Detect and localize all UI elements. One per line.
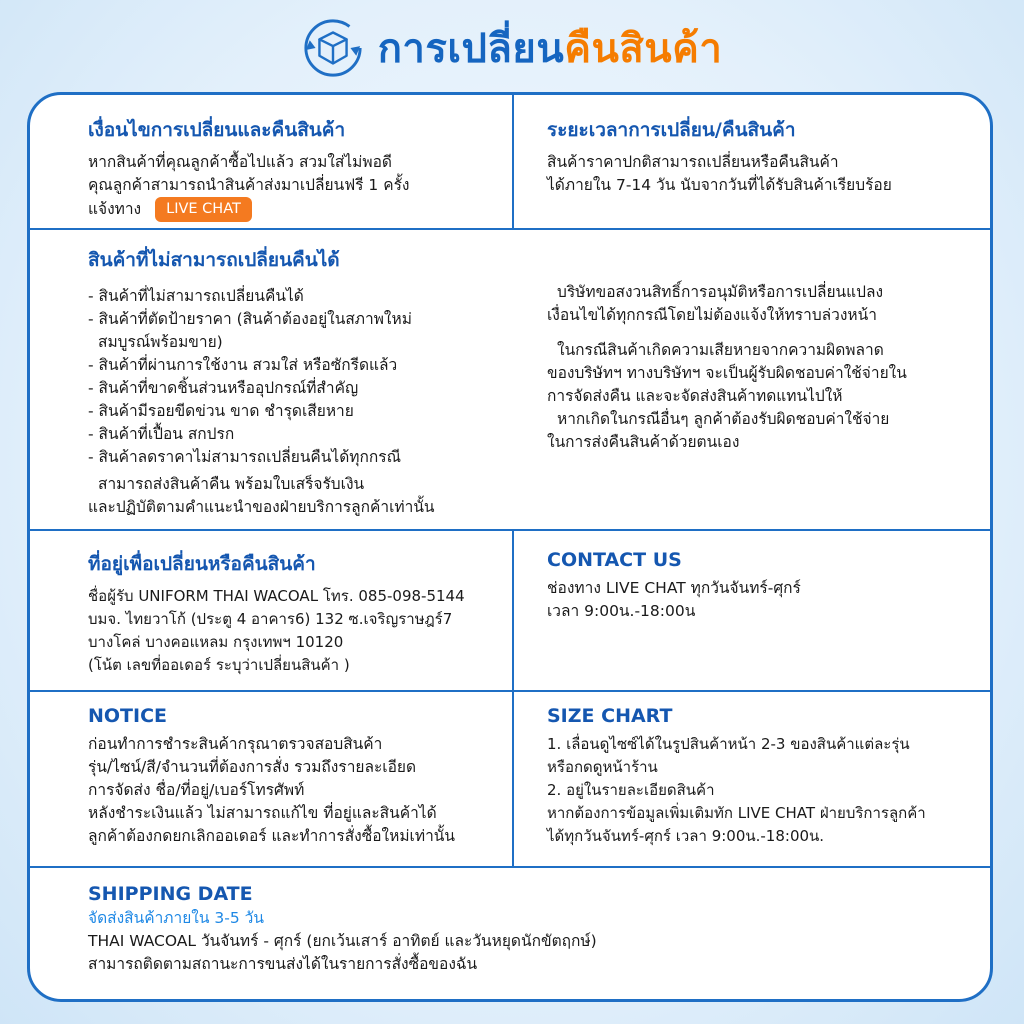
address-title: ที่อยู่เพื่อเปลี่ยนหรือคืนสินค้า (88, 553, 316, 575)
conditions-line: คุณลูกค้าสามารถนำสินค้าส่งมาเปลี่ยนฟรี 1 ครั้ง (88, 176, 410, 194)
divider (512, 95, 514, 228)
address-section (88, 549, 465, 677)
divider (30, 866, 990, 868)
period-section (547, 115, 892, 197)
address-line: ชื่อผู้รับ UNIFORM THAI WACOAL โทร. 085-098-5144 (88, 587, 465, 605)
list-item: - สินค้ามีรอยขีดข่วน ขาด ชำรุดเสียหาย (88, 402, 354, 420)
divider (30, 690, 990, 692)
notice-title: NOTICE (88, 705, 168, 727)
policy-line: บริษัทขอสงวนสิทธิ์การอนุมัติหรือการเปลี่ยนแปลง (557, 283, 884, 301)
policy-line: เงื่อนไขได้ทุกกรณีโดยไม่ต้องแจ้งให้ทราบล่วงหน้า (547, 306, 877, 324)
divider (30, 529, 990, 531)
address-line: (โน้ต เลขที่ออเดอร์ ระบุว่าเปลี่ยนสินค้า ) (88, 656, 350, 674)
size-chart-line: 1. เลื่อนดูไซซ์ได้ในรูปสินค้าหน้า 2-3 ของสินค้าแต่ละรุ่น (547, 735, 910, 753)
non-returnable-title: สินค้าที่ไม่สามารถเปลี่ยนคืนได้ (88, 249, 340, 271)
size-chart-line: หรือกดดูหน้าร้าน (547, 758, 658, 776)
shipping-line: สามารถติดตามสถานะการขนส่งได้ในรายการสั่งซื้อของฉัน (88, 955, 478, 973)
size-chart-section (547, 705, 926, 848)
list-item: - สินค้าที่เปื้อน สกปรก (88, 425, 235, 443)
non-returnable-section (88, 245, 435, 519)
channel-label: แจ้งทาง (88, 200, 142, 218)
notice-line: การจัดส่ง ชื่อ/ที่อยู่/เบอร์โทรศัพท์ (88, 781, 305, 799)
list-item: - สินค้าที่ตัดป้ายราคา (สินค้าต้องอยู่ในสภาพใหม่ (88, 310, 412, 328)
divider (30, 228, 990, 230)
shipping-title: SHIPPING DATE (88, 883, 253, 905)
policy-notes (547, 281, 907, 454)
size-chart-line: หากต้องการข้อมูลเพิ่มเติมทัก LIVE CHAT ฝ่ายบริการลูกค้า (547, 804, 926, 822)
policy-line: หากเกิดในกรณีอื่นๆ ลูกค้าต้องรับผิดชอบค่าใช้จ่าย (557, 410, 890, 428)
policy-line: ของบริษัทฯ ทางบริษัทฯ จะเป็นผู้รับผิดชอบค่าใช้จ่ายใน (547, 364, 907, 382)
notice-line: รุ่น/ไซน์/สี/จำนวนที่ต้องการสั่ง รวมถึงรายละเอียด (88, 758, 417, 776)
period-line: สินค้าราคาปกติสามารถเปลี่ยนหรือคืนสินค้า (547, 153, 839, 171)
policy-line: การจัดส่งคืน และจะจัดส่งสินค้าทดแทนไปให้ (547, 387, 843, 405)
notice-section (88, 705, 455, 848)
box-exchange-icon (302, 17, 364, 79)
notice-line: หลังชำระเงินแล้ว ไม่สามารถแก้ไข ที่อยู่และสินค้าได้ (88, 804, 437, 822)
list-item: - สินค้าที่ผ่านการใช้งาน สวมใส่ หรือซักรีดแล้ว (88, 356, 398, 374)
page-header (0, 8, 1024, 88)
conditions-section (88, 115, 409, 222)
list-item: สมบูรณ์พร้อมขาย) (98, 333, 223, 351)
size-chart-line: ได้ทุกวันจันทร์-ศุกร์ เวลา 9:00น.-18:00น. (547, 827, 825, 845)
period-title: ระยะเวลาการเปลี่ยน/คืนสินค้า (547, 119, 796, 141)
period-line: ได้ภายใน 7-14 วัน นับจากวันที่ได้รับสินค้าเรียบร้อย (547, 176, 892, 194)
shipping-subtitle: จัดส่งสินค้าภายใน 3-5 วัน (88, 909, 264, 927)
conditions-title: เงื่อนไขการเปลี่ยนและคืนสินค้า (88, 119, 346, 141)
notice-line: ก่อนทำการชำระสินค้ากรุณาตรวจสอบสินค้า (88, 735, 383, 753)
contact-section (547, 549, 801, 623)
list-item: - สินค้าที่ไม่สามารถเปลี่ยนคืนได้ (88, 287, 304, 305)
shipping-section (88, 883, 597, 976)
size-chart-line: 2. อยู่ในรายละเอียดสินค้า (547, 781, 715, 799)
divider (512, 529, 514, 866)
contact-title: CONTACT US (547, 549, 682, 571)
info-card (27, 92, 993, 1002)
shipping-line: THAI WACOAL วันจันทร์ - ศุกร์ (ยกเว้นเสาร์ อาทิตย์ และวันหยุดนักขัตฤกษ์) (88, 932, 597, 950)
note-line: และปฏิบัติตามคำแนะนำของฝ่ายบริการลูกค้าเท่านั้น (88, 498, 435, 516)
contact-line: ช่องทาง LIVE CHAT ทุกวันจันทร์-ศุกร์ (547, 579, 801, 597)
list-item: - สินค้าที่ขาดชิ้นส่วนหรืออุปกรณ์ที่สำคัญ (88, 379, 359, 397)
contact-line: เวลา 9:00น.-18:00น (547, 602, 696, 620)
address-line: บมจ. ไทยวาโก้ (ประตู 4 อาคาร6) 132 ซ.เจริญราษฎร์7 (88, 610, 453, 628)
list-item: - สินค้าลดราคาไม่สามารถเปลี่ยนคืนได้ทุกกรณี (88, 448, 401, 466)
conditions-line: หากสินค้าที่คุณลูกค้าซื้อไปแล้ว สวมใส่ไม่พอดี (88, 153, 392, 171)
address-line: บางโคล่ บางคอแหลม กรุงเทพฯ 10120 (88, 633, 344, 651)
policy-line: ในการส่งคืนสินค้าด้วยตนเอง (547, 433, 740, 451)
policy-line: ในกรณีสินค้าเกิดความเสียหายจากความผิดพลาด (557, 341, 884, 359)
size-chart-title: SIZE CHART (547, 705, 673, 727)
note-line: สามารถส่งสินค้าคืน พร้อมใบเสร็จรับเงิน (98, 475, 365, 493)
notice-line: ลูกค้าต้องกดยกเลิกออเดอร์ และทำการสั่งซื้อใหม่เท่านั้น (88, 827, 455, 845)
live-chat-button[interactable]: LIVE CHAT (155, 197, 252, 222)
page-title: การเปลี่ยนคืนสินค้า (377, 26, 723, 72)
